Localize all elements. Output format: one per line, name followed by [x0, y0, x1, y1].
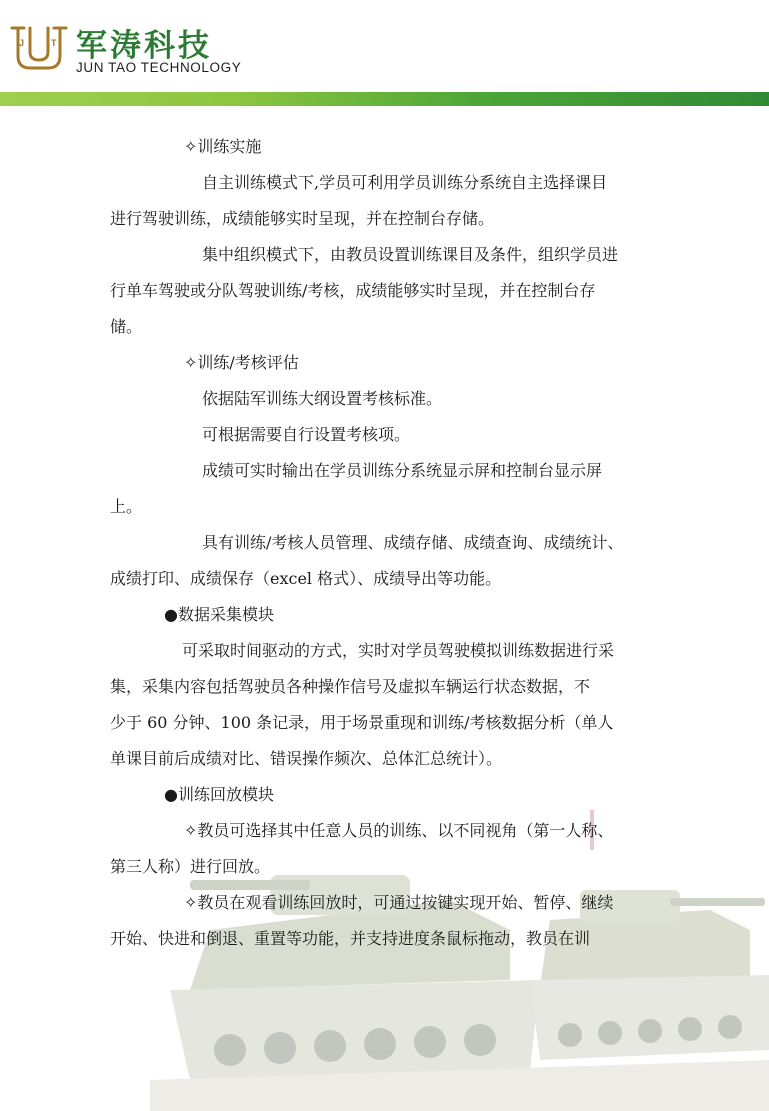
paragraph-line: 依据陆军训练大纲设置考核标准。	[202, 389, 443, 408]
heading-assessment: ✧训练/考核评估	[184, 353, 299, 372]
paragraph-line: 成绩可实时输出在学员训练分系统显示屏和控制台显示屏	[202, 461, 603, 480]
paragraph-line: ✧教员可选择其中任意人员的训练、以不同视角（第一人称、	[184, 821, 614, 840]
paragraph-line: 单课目前后成绩对比、错误操作频次、总体汇总统计）。	[110, 749, 503, 768]
logo-letter-j: J	[19, 38, 25, 48]
heading-data-collection-module: ●数据采集模块	[164, 605, 274, 624]
paragraph-line: 行单车驾驶或分队驾驶训练/考核，成绩能够实时呈现，并在控制台存	[110, 281, 596, 300]
header-divider-bar	[0, 92, 769, 106]
paragraph-line: 进行驾驶训练，成绩能够实时呈现，并在控制台存储。	[110, 209, 495, 228]
page-header	[0, 0, 769, 92]
logo-letter-t: T	[51, 38, 57, 48]
paragraph-line: 集中组织模式下，由教员设置训练课目及条件，组织学员进	[202, 245, 619, 264]
paragraph-line: 储。	[110, 317, 143, 336]
paragraph-line: 第三人称）进行回放。	[110, 857, 271, 876]
paragraph-line: ✧教员在观看训练回放时，可通过按键实现开始、暂停、继续	[184, 893, 614, 912]
paragraph-line: 开始、快进和倒退、重置等功能，并支持进度条鼠标拖动，教员在训	[110, 929, 591, 948]
paragraph-line: 具有训练/考核人员管理、成绩存储、成绩查询、成绩统计、	[202, 533, 624, 552]
paragraph-line: 上。	[110, 497, 143, 516]
paragraph-line: 集，采集内容包括驾驶员各种操作信号及虚拟车辆运行状态数据，不	[110, 677, 591, 696]
paragraph-line: 自主训练模式下,学员可利用学员训练分系统自主选择课目	[202, 173, 608, 192]
paragraph-line: 成绩打印、成绩保存（excel 格式）、成绩导出等功能。	[110, 569, 502, 588]
paragraph-line: 可根据需要自行设置考核项。	[202, 425, 411, 444]
company-logo-icon	[10, 22, 68, 74]
paragraph-line: 少于 60 分钟、100 条记录，用于场景重现和训练/考核数据分析（单人	[110, 713, 614, 732]
company-name-en: JUN TAO TECHNOLOGY	[76, 60, 242, 75]
heading-training-implementation: ✧训练实施	[184, 137, 262, 156]
heading-training-playback-module: ●训练回放模块	[164, 785, 274, 804]
company-name-cn: 军涛科技	[76, 28, 212, 64]
paragraph-line: 可采取时间驱动的方式，实时对学员驾驶模拟训练数据进行采	[182, 641, 615, 660]
